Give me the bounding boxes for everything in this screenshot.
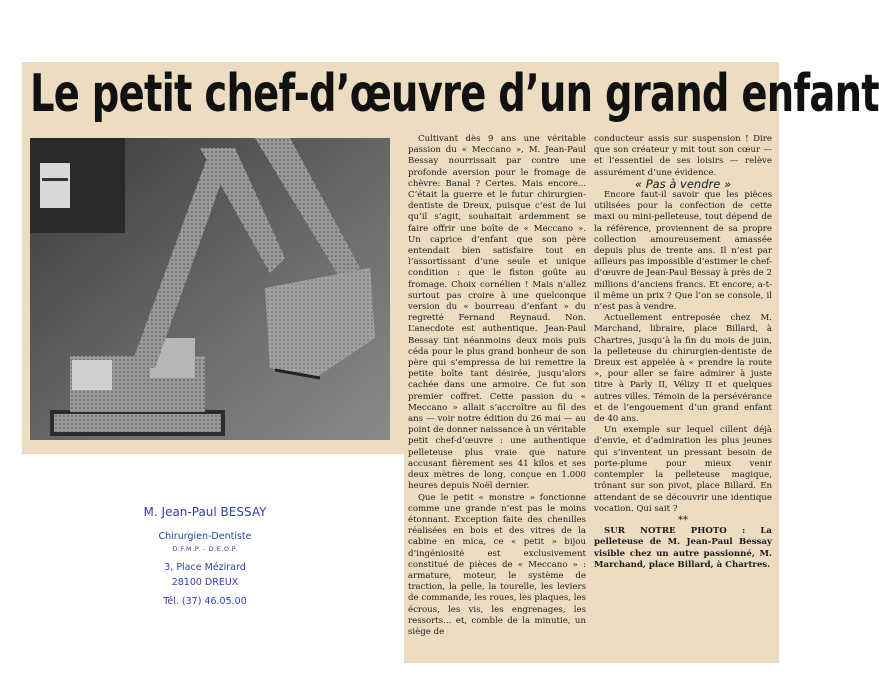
separator-stars: ** bbox=[678, 514, 688, 526]
photo-caption: SUR NOTRE PHOTO : La pelleteuse de M. Jean-Paul Bessay visible chez un autre passionné, M. Marchand, place Billard, à Chartres. bbox=[594, 526, 772, 570]
paragraph: Cultivant dès 9 ans une véritable passion du « Meccano », M. Jean-Paul Bessay nourrissait par contre une profonde aversion pour le fromage de chèvre: Banal ? Certes. Mais encore... C’était la guerre et le futur chirurgien-dentiste de Dreux, puisque c’est de lui qu’il s’agit, souhaitait ardemment se faire offrir une boîte de « Meccano ». Un caprice d’enfant que son père entendait bien satisfaire tout en l’assortissant d’une seule et unique condition : que le fiston goûte au fromage. Choix cornélien ! Mais n’allez surtout pas croire à une quelconque version du « bourreau d’enfant » du regretté Fernand Reynaud. Non. L’anecdote est authentique. Jean-Paul Bessay tint néanmoins deux mois puis céda pour le plus grand bonheur de son père qui s’empressa de lui remettre la petite boîte tant désirée, jusqu’alors cachée dans une armoire. Ce fut son premier coffret. Cette passion du « Meccano » allait s’accroître au fil des ans — voir notre édition du 26 mai — au point de donner naissance à un véritable petit chef-d’œuvre : une authentique pelleteuse plus vraie que nature accusant fièrement ses 41 kilos et ses deux mètres de long, conçue en 1.000 heures depuis Noël dernier. bbox=[408, 134, 587, 492]
card-name: M. Jean-Paul BESSAY bbox=[143, 505, 267, 519]
paragraph: conducteur assis sur suspension ! Dire que son créateur y mit tout son cœur — et l’essentiel de ses loisirs — relève assurément d’une évidence. bbox=[594, 134, 772, 178]
meccano-excavator-image bbox=[30, 138, 390, 440]
article-column-1 bbox=[408, 134, 586, 658]
subheading: « Pas à vendre » bbox=[634, 176, 732, 191]
card-city: 28100 DREUX bbox=[171, 577, 239, 588]
paragraph: Actuellement entreposée chez M. Marchand, libraire, place Billard, à Chartres, jusqu’à la fin du mois de juin, la pelleteuse du chirurgien-dentiste de Dreux est appelée à « prendre la route », pour aller se faire admirer à juste titre à Parly II, Vélizy II et quelques autres villes. Témoin de la persévérance et de l’engouement d’un grand enfant de 40 ans. bbox=[594, 313, 772, 425]
business-card bbox=[110, 505, 300, 620]
card-profession: Chirurgien-Dentiste bbox=[158, 531, 252, 542]
card-diplomas: D.F.M.P. - D.E.O.P. bbox=[172, 545, 238, 553]
headline: Le petit chef-d’œuvre d’un grand enfant bbox=[30, 64, 879, 124]
card-phone: Tél. (37) 46.05.00 bbox=[163, 596, 247, 607]
card-address: 3, Place Mézirard bbox=[164, 562, 246, 573]
paragraph: Que le petit « monstre » fonctionne comme une grande n’est pas le moins étonnant. Exception faite des chenilles réalisées en bois et des vitres de la cabine en mica, ce « petit » bijou d’ingéniosité est exclusivement constitué de pièces de « Meccano » : armature, moteur, le système de traction, la pelle, la tourelle, les leviers de commande, les roues, les plaques, les écrous, les vis, les engrenages, les ressorts... et, comble de la minutie, un siège de bbox=[408, 492, 586, 637]
paragraph: Un exemple sur lequel cillent déjà d’envie, et d’admiration les plus jeunes qui s’inventent un pressant besoin de porte-plume pour mieux venir contempler la pelleteuse magique, trônant sur son pivot, place Billard. En attendant de se découvrir une identique vocation. Qui sait ? bbox=[594, 425, 772, 514]
excavator-photo bbox=[30, 138, 390, 440]
article-column-2 bbox=[594, 134, 772, 654]
paragraph: Encore faut-il savoir que les pièces utilisées pour la confection de cette maxi ou mini-pelleteuse, tout dépend de la référence, proviennent de sa propre collection amoureusement amassée depuis plus de trente ans. Il n’est par ailleurs pas impossible d’estimer le chef-d’œuvre de Jean-Paul Bessay à près de 2 millions d’anciens francs. Et encore, a-t-il même un prix ? Que l’on se console, il n’est pas à vendre. bbox=[594, 190, 772, 313]
